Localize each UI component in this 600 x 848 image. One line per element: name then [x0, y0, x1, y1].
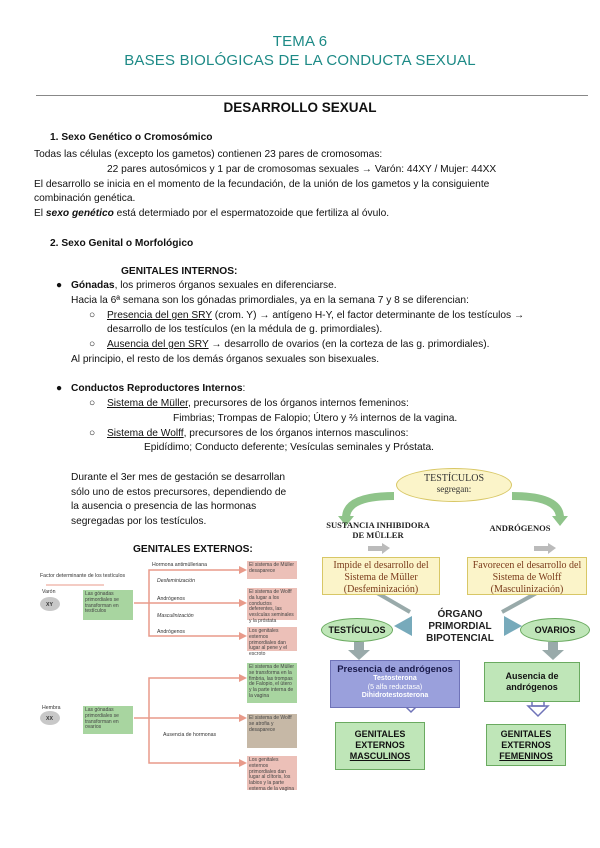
testiculos-oval: TESTÍCULOS segregan:	[396, 468, 512, 502]
genitales-masc-box: GENITALES EXTERNOS MASCULINOS	[335, 722, 425, 770]
sry1-line: Presencia del gen SRY (crom. Y) → antígeno H-Y, el factor determinante de los testículos →	[107, 310, 525, 321]
presencia-box: Presencia de andrógenos Testosterona (5 alfa reductasa) Dihidrotestosterona	[330, 660, 460, 708]
right-side-arrow	[504, 616, 522, 636]
impide-box: Impide el desarrollo del Sistema de Müller (Desfeminización)	[322, 557, 440, 595]
favorecen-box: Favorecen el desarrollo del Sistema de Wolff (Masculinización)	[467, 557, 587, 595]
xy-label: XY	[46, 602, 53, 608]
testiculos-side-oval: TESTÍCULOS	[321, 618, 393, 642]
muller-bullet: ○	[89, 398, 96, 409]
muller-line: Sistema de Müller, precursores de los órganos internos femeninos:	[107, 398, 409, 409]
gonadas-line: Gónadas, los primeros órganos sexuales en diferenciarse.	[71, 280, 337, 291]
hembra-label: Hembra	[42, 705, 61, 711]
wolff-line: Sistema de Wolff, precursores de los órganos internos masculinos:	[107, 428, 409, 439]
gonadas-bullet: ●	[56, 280, 63, 291]
result-6: Los genitales externos primordiales dan lugar al clítoris, los labios y la parte externa de la vagina	[247, 756, 297, 790]
f-branch-1	[149, 678, 239, 718]
internos-title: GENITALES INTERNOS:	[121, 266, 238, 277]
androgenos-label: ANDRÓGENOS	[489, 523, 551, 533]
section-title: DESARROLLO SEXUAL	[223, 100, 377, 115]
s1-line2: 22 pares autosómicos y 1 par de cromosomas sexuales → Varón: 44XY / Mujer: 44XX	[107, 164, 497, 175]
bisex-line: Al principio, el resto de los demás órganos sexuales son bisexuales.	[71, 354, 380, 365]
s2-heading: 2. Sexo Genital o Morfológico	[50, 238, 194, 249]
factor-label: Factor determinante de los testículos	[40, 573, 126, 579]
androgenos-2-label: Andrógenos	[157, 629, 185, 635]
ausencia-hormonas-label: Ausencia de hormonas	[163, 732, 217, 738]
para-line3: la ausencia o presencia de las hormonas	[71, 501, 257, 512]
genitales-fem-box: GENITALES EXTERNOS FEMENINOS	[486, 724, 566, 766]
gonadas-f-box: Las gónadas primordiales se transforman en ovarios	[83, 706, 133, 734]
result-4: El sistema de Müller se transforma en la fimbria, las trompas de Falopio, el útero y la parte interna de la vagina	[247, 663, 297, 703]
arrow-mini-2	[534, 546, 548, 551]
down-arrow-right	[542, 650, 564, 660]
s1-heading: 1. Sexo Genético o Cromosómico	[50, 132, 213, 143]
tema-number: TEMA 6	[272, 33, 328, 50]
down-arrow-fem	[528, 706, 548, 716]
varon-label: Varón	[42, 589, 56, 595]
sry2-bullet: ○	[89, 339, 96, 350]
tema-title: BASES BIOLÓGICAS DE LA CONDUCTA SEXUAL	[124, 52, 476, 69]
organo-label: ÓRGANO PRIMORDIAL BIPOTENCIAL	[426, 609, 494, 644]
left-curve-arrow	[346, 496, 394, 518]
masc-label: Masculinización	[157, 613, 194, 619]
para-line1: Durante el 3er mes de gestación se desarrollan	[71, 472, 286, 483]
externos-title: GENITALES EXTERNOS:	[133, 544, 253, 555]
result-1: El sistema de Müller desaparece	[247, 561, 297, 579]
conductos-bullet: ●	[56, 383, 63, 394]
s1-line5: El sexo genético está determiado por el espermatozoide que fertiliza al óvulo.	[34, 208, 390, 219]
s1-line1: Todas las células (excepto los gametos) contienen 23 pares de cromosomas:	[34, 149, 383, 160]
wolff-bullet: ○	[89, 428, 96, 439]
sry2-line: Ausencia del gen SRY → desarrollo de ovarios (en la corteza de las g. primordiales).	[107, 339, 490, 350]
muller-line2: Fimbrias; Trompas de Falopio; Útero y ⅔ internos de la vagina.	[173, 413, 458, 424]
result-2: El sistema de Wolff da lugar a los conductos deferentes, las vesículas seminales y la próstata	[247, 588, 297, 620]
sry1-bullet: ○	[89, 310, 96, 321]
ausencia-box: Ausencia de andrógenos	[484, 662, 580, 702]
s1-line3: El desarrollo se inicia en el momento de la fecundación, de la unión de los gametos y la consiguiente	[34, 179, 490, 190]
sry1-line2: desarrollo de los testículos (en la médula de g. primordiales).	[107, 324, 383, 335]
result-5: El sistema de Wolff se atrofia y desaparece	[247, 714, 297, 748]
left-side-arrow	[394, 616, 412, 636]
hormona-am-label: Hormona antimülleriana	[152, 562, 208, 568]
conductos-line: Conductos Reproductores Internos:	[71, 383, 246, 394]
desfem-label: Desfeminización	[157, 578, 196, 584]
result-3: Los genitales externos primordiales dan lugar al pene y el escroto	[247, 627, 297, 651]
f-branch-3	[149, 718, 239, 763]
s1-line4: combinación genética.	[34, 193, 136, 204]
wolff-line2: Epidídimo; Conducto deferente; Vesículas seminales y Próstata.	[144, 442, 434, 453]
down-arrow-left	[348, 650, 370, 660]
gonadas-m-box: Las gónadas primordiales se transforman en testículos	[83, 590, 133, 620]
right-curve-arrow	[512, 496, 560, 518]
para-line2: sólo uno de estos precursores, dependiendo de	[71, 487, 287, 498]
xx-label: XX	[46, 716, 53, 722]
sustancia-label: SUSTANCIA INHIBIDORA DE MÜLLER	[326, 520, 430, 540]
header-divider	[36, 95, 588, 96]
arrow-mini-1	[368, 546, 382, 551]
para-line4: segregadas por los testículos.	[71, 516, 207, 527]
ovarios-side-oval: OVARIOS	[520, 618, 590, 642]
gonadas-line2: Hacia la 6ª semana son los gónadas primordiales, ya en la semana 7 y 8 se diferencian:	[71, 295, 469, 306]
androgenos-1-label: Andrógenos	[157, 596, 185, 602]
